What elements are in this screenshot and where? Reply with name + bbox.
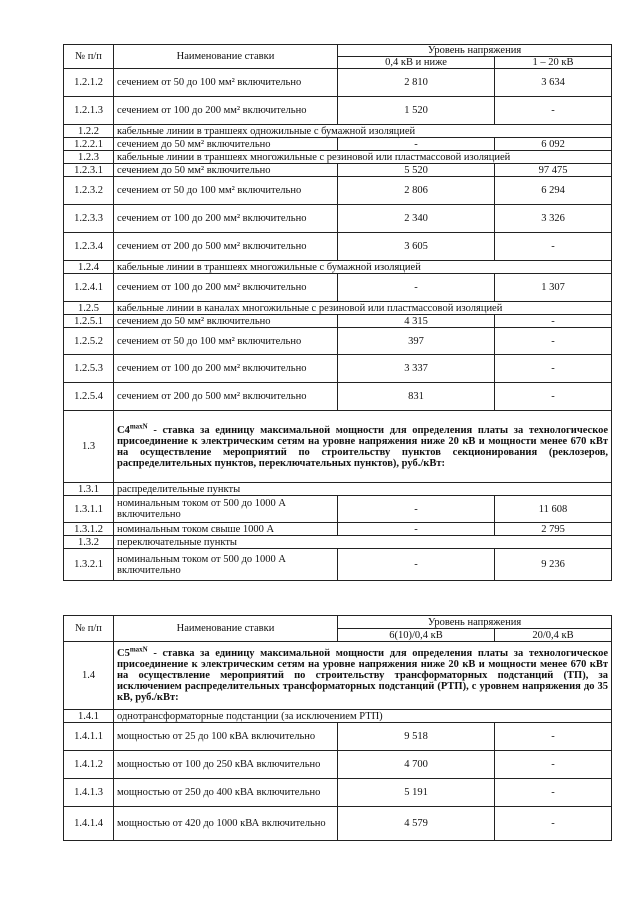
- row-value-col2: 6 294: [495, 177, 612, 205]
- row-section-name: кабельные линии в траншеях одножильные с бумажной изоляцией: [114, 125, 612, 138]
- row-value-col2: 3 326: [495, 205, 612, 233]
- header-voltage-level: Уровень напряжения: [338, 45, 612, 57]
- header-col-20kv: 20/0,4 кВ: [495, 629, 612, 642]
- row-name: мощностью от 25 до 100 кВА включительно: [114, 723, 338, 751]
- table-row: [64, 261, 612, 274]
- row-number: 1.2.4: [64, 261, 114, 274]
- row-value-col2: 97 475: [495, 164, 612, 177]
- table-row: [64, 328, 612, 355]
- rate-symbol: $C4^{maxN}$: [117, 422, 148, 436]
- row-name: номинальным током от 500 до 1000 А включительно: [114, 496, 338, 523]
- row-number: 1.2.2.1: [64, 138, 114, 151]
- row-value-col1: -: [338, 496, 495, 523]
- row-name: сечением до 50 мм² включительно: [114, 164, 338, 177]
- row-section-name: кабельные линии в каналах многожильные с резиновой или пластмассовой изоляцией: [114, 302, 612, 315]
- row-value-col1: 831: [338, 383, 495, 411]
- row-value-col1: -: [338, 138, 495, 151]
- header-col-6-10kv: 6(10)/0,4 кВ: [338, 629, 495, 642]
- header-name: Наименование ставки: [114, 616, 338, 642]
- row-number: 1.2.3.2: [64, 177, 114, 205]
- row-section-name: однотрансформаторные подстанции (за исключением РТП): [114, 710, 612, 723]
- row-value-col1: -: [338, 274, 495, 302]
- row-value-col1: 4 315: [338, 315, 495, 328]
- row-value-col1: 5 191: [338, 779, 495, 807]
- row-value-col1: 4 579: [338, 807, 495, 841]
- header-name: Наименование ставки: [114, 45, 338, 69]
- row-value-col2: 6 092: [495, 138, 612, 151]
- row-name: сечением от 200 до 500 мм² включительно: [114, 383, 338, 411]
- row-value-col1: 2 810: [338, 69, 495, 97]
- row-name: мощностью от 420 до 1000 кВА включительно: [114, 807, 338, 841]
- row-number: 1.2.1.2: [64, 69, 114, 97]
- row-number: 1.4: [64, 642, 114, 710]
- row-number: 1.4.1.3: [64, 779, 114, 807]
- table-row: [64, 710, 612, 723]
- row-name: сечением от 50 до 100 мм² включительно: [114, 177, 338, 205]
- row-value-col1: 1 520: [338, 97, 495, 125]
- header-col-1-20kv: 1 – 20 кВ: [495, 57, 612, 69]
- table-row: [64, 151, 612, 164]
- table-row: [64, 355, 612, 383]
- tariff-table-1: [63, 44, 612, 581]
- row-value-col1: -: [338, 523, 495, 536]
- rate-symbol: $C5^{maxN}$: [117, 645, 148, 659]
- table-row: [64, 383, 612, 411]
- row-value-col2: -: [495, 355, 612, 383]
- row-number: 1.4.1.4: [64, 807, 114, 841]
- rate-description: [114, 642, 612, 710]
- row-value-col1: 3 605: [338, 233, 495, 261]
- row-value-col2: -: [495, 315, 612, 328]
- row-section-name: кабельные линии в траншеях многожильные с резиновой или пластмассовой изоляцией: [114, 151, 612, 164]
- row-value-col2: 1 307: [495, 274, 612, 302]
- row-value-col1: 9 518: [338, 723, 495, 751]
- row-section-name: распределительные пункты: [114, 483, 612, 496]
- table-row: [64, 315, 612, 328]
- row-number: 1.2.5.3: [64, 355, 114, 383]
- row-number: 1.2.2: [64, 125, 114, 138]
- table-row: [64, 807, 612, 841]
- row-number: 1.3.1: [64, 483, 114, 496]
- row-value-col2: -: [495, 807, 612, 841]
- table-row: [64, 125, 612, 138]
- header-voltage-level: Уровень напряжения: [338, 616, 612, 629]
- row-value-col2: -: [495, 97, 612, 125]
- row-value-col2: -: [495, 779, 612, 807]
- row-value-col2: 3 634: [495, 69, 612, 97]
- row-value-col1: 5 520: [338, 164, 495, 177]
- table-row: [64, 779, 612, 807]
- row-section-name: кабельные линии в траншеях многожильные с бумажной изоляцией: [114, 261, 612, 274]
- row-value-col2: 2 795: [495, 523, 612, 536]
- row-name: сечением от 100 до 200 мм² включительно: [114, 355, 338, 383]
- row-number: 1.2.3: [64, 151, 114, 164]
- row-value-col2: -: [495, 233, 612, 261]
- row-value-col1: 397: [338, 328, 495, 355]
- table-row: [64, 751, 612, 779]
- row-name: сечением от 100 до 200 мм² включительно: [114, 274, 338, 302]
- row-number: 1.2.3.1: [64, 164, 114, 177]
- row-value-col2: -: [495, 383, 612, 411]
- table-row: [64, 302, 612, 315]
- row-name: сечением от 50 до 100 мм² включительно: [114, 328, 338, 355]
- header-num: № п/п: [64, 616, 114, 642]
- row-name: сечением от 50 до 100 мм² включительно: [114, 69, 338, 97]
- table-row: [64, 523, 612, 536]
- row-number: 1.2.1.3: [64, 97, 114, 125]
- table-row: [64, 723, 612, 751]
- row-value-col2: -: [495, 328, 612, 355]
- row-value-col1: 3 337: [338, 355, 495, 383]
- row-number: 1.2.3.4: [64, 233, 114, 261]
- row-name: сечением от 100 до 200 мм² включительно: [114, 97, 338, 125]
- tariff-table-2: [63, 615, 612, 841]
- row-name: сечением до 50 мм² включительно: [114, 138, 338, 151]
- row-value-col1: 4 700: [338, 751, 495, 779]
- row-value-col1: -: [338, 549, 495, 581]
- table-row-rate-block: [64, 642, 612, 710]
- row-number: 1.4.1: [64, 710, 114, 723]
- row-number: 1.2.5.4: [64, 383, 114, 411]
- table-row: [64, 97, 612, 125]
- table-row: [64, 549, 612, 581]
- row-name: номинальным током свыше 1000 А: [114, 523, 338, 536]
- table-row: [64, 138, 612, 151]
- rate-description: [114, 411, 612, 483]
- row-number: 1.3: [64, 411, 114, 483]
- table-row: [64, 164, 612, 177]
- row-name: сечением до 50 мм² включительно: [114, 315, 338, 328]
- row-number: 1.3.2: [64, 536, 114, 549]
- table-row: [64, 274, 612, 302]
- row-value-col1: 2 806: [338, 177, 495, 205]
- row-value-col2: -: [495, 751, 612, 779]
- table-row: [64, 177, 612, 205]
- row-name: мощностью от 250 до 400 кВА включительно: [114, 779, 338, 807]
- table-row: [64, 233, 612, 261]
- row-number: 1.4.1.2: [64, 751, 114, 779]
- row-number: 1.3.2.1: [64, 549, 114, 581]
- row-number: 1.2.5: [64, 302, 114, 315]
- table-row: [64, 69, 612, 97]
- row-number: 1.2.5.2: [64, 328, 114, 355]
- table-row: [64, 483, 612, 496]
- row-value-col1: 2 340: [338, 205, 495, 233]
- table-row: [64, 536, 612, 549]
- row-value-col2: -: [495, 723, 612, 751]
- table-row-rate-block: [64, 411, 612, 483]
- row-name: сечением от 200 до 500 мм² включительно: [114, 233, 338, 261]
- row-value-col2: 9 236: [495, 549, 612, 581]
- row-number: 1.2.4.1: [64, 274, 114, 302]
- row-section-name: переключательные пункты: [114, 536, 612, 549]
- row-number: 1.2.5.1: [64, 315, 114, 328]
- rate-text: - ставка за единицу максимальной мощности для определения платы за технологическое присоединение к электрическим сетям на уровне напряжения ниже 20 кВ и мощности менее 670 кВт на осуществление мероприятий по строительству пунктов секционирования (реклозеров, распределительных пунктов, переключательных пунктов), руб./кВт:: [117, 424, 609, 469]
- row-name: сечением от 100 до 200 мм² включительно: [114, 205, 338, 233]
- row-name: номинальным током от 500 до 1000 А включительно: [114, 549, 338, 581]
- header-num: № п/п: [64, 45, 114, 69]
- row-name: мощностью от 100 до 250 кВА включительно: [114, 751, 338, 779]
- row-value-col2: 11 608: [495, 496, 612, 523]
- rate-text: - ставка за единицу максимальной мощности для определения платы за технологическое присоединение к электрическим сетям на уровне напряжения ниже 20 кВ и мощности менее 670 кВт на осуществление мероприятий по строительству трансформаторных подстанций (ТП), за исключением распределительных трансформаторных подстанций (РТП), с уровнем напряжения до 35 кВ, руб./кВт:: [117, 648, 609, 703]
- table-row: [64, 205, 612, 233]
- row-number: 1.3.1.2: [64, 523, 114, 536]
- row-number: 1.2.3.3: [64, 205, 114, 233]
- row-number: 1.3.1.1: [64, 496, 114, 523]
- header-col-0-4kv: 0,4 кВ и ниже: [338, 57, 495, 69]
- table-row: [64, 496, 612, 523]
- row-number: 1.4.1.1: [64, 723, 114, 751]
